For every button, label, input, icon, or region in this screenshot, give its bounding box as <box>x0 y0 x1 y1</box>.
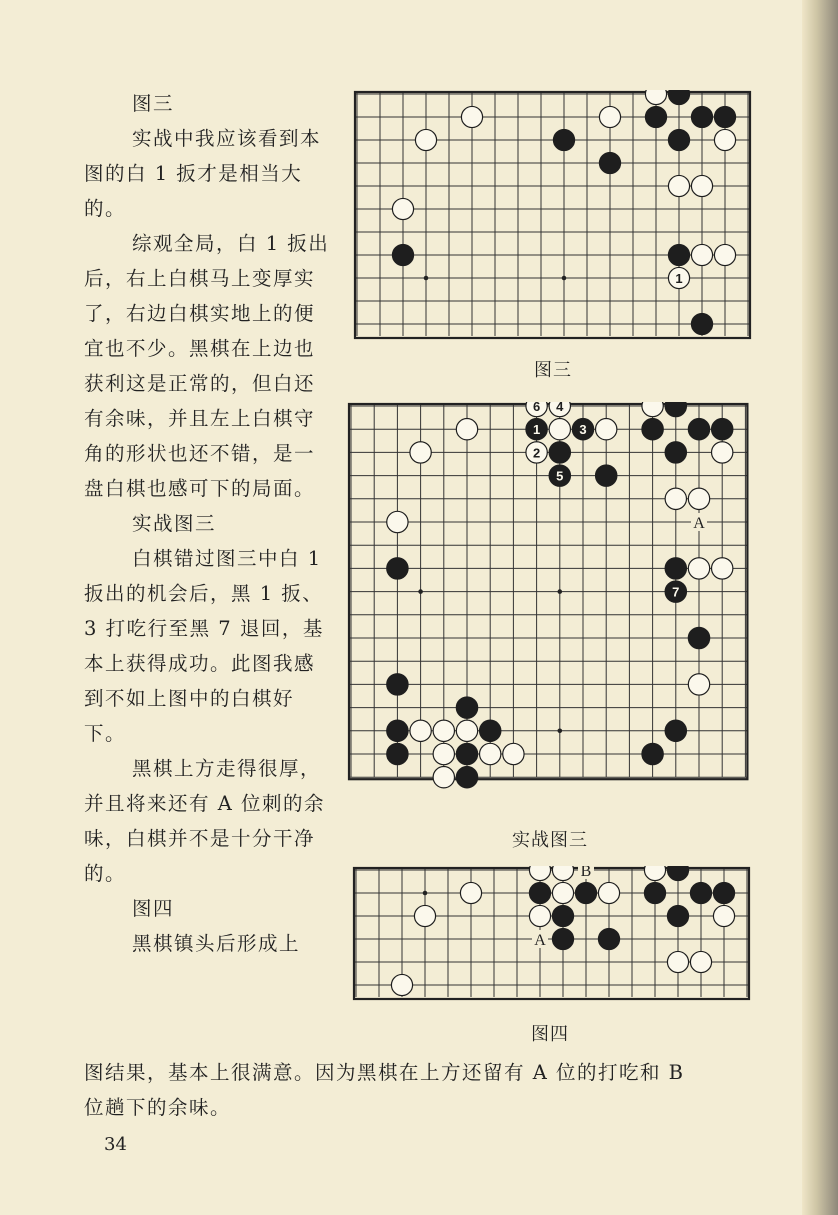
heading-diagram-4: 图四 <box>132 897 175 920</box>
white-stone <box>712 442 733 463</box>
black-stone <box>598 928 619 949</box>
white-stone <box>529 866 550 881</box>
white-stone <box>599 106 620 127</box>
bottom-text-block <box>84 1055 784 1125</box>
caption-diagram-4: 图四 <box>531 1024 569 1045</box>
black-stone <box>665 402 686 417</box>
black-stone <box>575 882 596 903</box>
star-point <box>558 729 563 734</box>
black-stone <box>387 558 408 579</box>
white-stone <box>598 882 619 903</box>
white-stone <box>433 767 454 788</box>
heading-diagram-3: 图三 <box>132 92 175 115</box>
black-stone <box>480 720 501 741</box>
white-stone <box>433 720 454 741</box>
star-point <box>558 589 563 594</box>
white-stone <box>480 743 501 764</box>
black-stone <box>688 419 709 440</box>
black-stone <box>644 882 665 903</box>
go-board-diagram-3 <box>352 90 767 352</box>
stone-number-label: 4 <box>556 402 564 414</box>
black-stone <box>572 419 593 440</box>
black-stone <box>456 697 477 718</box>
black-stone <box>599 152 620 173</box>
black-stone <box>665 581 686 602</box>
black-stone <box>642 743 663 764</box>
star-point <box>418 589 423 594</box>
black-stone <box>596 465 617 486</box>
paragraph-5-start: 黑棋镇头后形成上 <box>132 932 301 955</box>
star-point <box>562 276 567 281</box>
black-stone <box>387 674 408 695</box>
go-board-diagram-4 <box>352 866 762 1014</box>
bottom-line-2: 位趟下的余味。 <box>84 1096 232 1119</box>
white-stone <box>461 106 482 127</box>
black-stone <box>691 106 712 127</box>
board-letter-A: A <box>534 932 546 949</box>
black-stone <box>665 720 686 741</box>
black-stone <box>668 90 689 105</box>
paragraph-3: 白棋错过图三中白 1 扳出的机会后，黑 1 扳、3 打吃行至黑 7 退回，基本上获得成功。此图我感到不如上图中的白棋好下。 <box>84 547 324 745</box>
white-stone <box>690 951 711 972</box>
board-frame <box>354 868 749 999</box>
black-stone <box>665 558 686 579</box>
black-stone <box>553 129 574 150</box>
stone-number-label: 1 <box>532 422 541 438</box>
stone-number-label: 3 <box>579 422 587 438</box>
white-stone <box>713 905 734 926</box>
white-stone <box>526 402 547 417</box>
white-stone <box>526 442 547 463</box>
white-stone <box>387 511 408 532</box>
white-stone <box>714 129 735 150</box>
black-stone <box>668 129 689 150</box>
black-stone <box>667 905 688 926</box>
page-edge-shadow <box>802 0 838 1215</box>
white-stone <box>456 419 477 440</box>
paragraph-1: 实战中我应该看到本图的白 1 扳才是相当大的。 <box>84 127 322 220</box>
white-stone <box>433 743 454 764</box>
white-stone <box>688 674 709 695</box>
white-stone <box>668 175 689 196</box>
black-stone <box>552 905 573 926</box>
white-stone <box>552 882 573 903</box>
white-stone <box>714 244 735 265</box>
white-stone <box>456 720 477 741</box>
caption-actual-diagram-3: 实战图三 <box>512 830 588 851</box>
white-stone <box>549 402 570 417</box>
white-stone <box>596 419 617 440</box>
left-text-column <box>84 86 334 961</box>
black-stone <box>456 743 477 764</box>
black-stone <box>642 419 663 440</box>
paragraph-4: 黑棋上方走得很厚，并且将来还有 A 位刺的余味，白棋并不是十分干净的。 <box>84 757 325 885</box>
black-stone <box>645 106 666 127</box>
black-stone <box>667 866 688 881</box>
white-stone <box>415 129 436 150</box>
black-stone <box>529 882 550 903</box>
black-stone <box>456 767 477 788</box>
white-stone <box>549 419 570 440</box>
white-stone <box>665 488 686 509</box>
star-point <box>424 276 429 281</box>
white-stone <box>552 866 573 881</box>
page-number: 34 <box>104 1134 127 1155</box>
board-letter-A: A <box>693 515 705 532</box>
black-stone <box>387 743 408 764</box>
white-stone <box>391 974 412 995</box>
black-stone <box>552 928 573 949</box>
white-stone <box>688 558 709 579</box>
black-stone <box>713 882 734 903</box>
black-stone <box>690 882 711 903</box>
white-stone <box>410 442 431 463</box>
white-stone <box>642 402 663 417</box>
black-stone <box>688 627 709 648</box>
white-stone <box>410 720 431 741</box>
white-stone <box>392 198 413 219</box>
white-stone <box>414 905 435 926</box>
black-stone <box>549 465 570 486</box>
white-stone <box>529 905 550 926</box>
stone-number-label: 2 <box>532 445 541 461</box>
black-stone <box>526 419 547 440</box>
star-point <box>423 891 428 896</box>
black-stone <box>665 442 686 463</box>
black-stone <box>714 106 735 127</box>
bottom-line-1: 图结果，基本上很满意。因为黑棋在上方还留有 A 位的打吃和 B <box>84 1061 685 1084</box>
stone-number-label: 5 <box>556 468 564 484</box>
white-stone <box>668 267 689 288</box>
black-stone <box>392 244 413 265</box>
black-stone <box>549 442 570 463</box>
white-stone <box>691 244 712 265</box>
white-stone <box>667 951 688 972</box>
board-letter-B: B <box>580 866 592 880</box>
black-stone <box>691 313 712 334</box>
white-stone <box>503 743 524 764</box>
stone-number-label: 6 <box>532 402 541 414</box>
white-stone <box>645 90 666 105</box>
white-stone <box>688 488 709 509</box>
white-stone <box>712 558 733 579</box>
white-stone <box>460 882 481 903</box>
go-board-actual-diagram-3 <box>347 402 759 814</box>
caption-diagram-3: 图三 <box>534 360 572 381</box>
stone-number-label: 7 <box>672 584 680 600</box>
white-stone <box>691 175 712 196</box>
black-stone <box>712 419 733 440</box>
white-stone <box>644 866 665 881</box>
black-stone <box>668 244 689 265</box>
stone-number-label: 1 <box>675 271 683 286</box>
paragraph-2: 综观全局，白 1 扳出后，右上白棋马上变厚实了，右边白棋实地上的便宜也不少。黑棋在上边也获利这是正常的，但白还有余味，并且左上白棋守角的形状也还不错，是一盘白棋也感可下的局面。 <box>84 232 330 500</box>
heading-actual-diagram-3: 实战图三 <box>132 512 217 535</box>
black-stone <box>387 720 408 741</box>
